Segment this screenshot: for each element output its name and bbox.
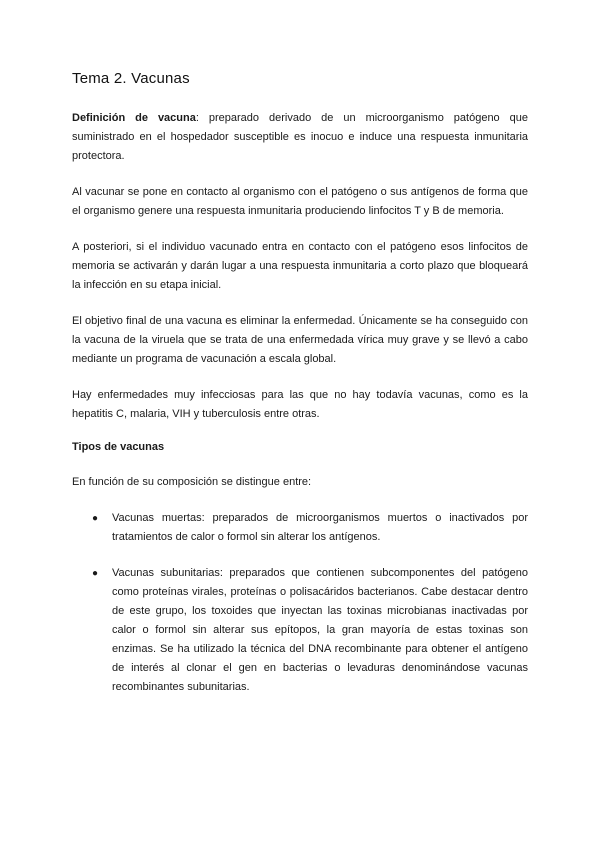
definition-paragraph xyxy=(72,109,528,166)
types-intro: En función de su composición se distingue entre: xyxy=(72,476,312,488)
list-item-dead-vaccines xyxy=(92,509,528,547)
paragraph-vaccination: Al vacunar se pone en contacto al organismo con el patógeno o sus antígenos de forma que el organismo genere una respuesta inmunitaria produciendo linfocitos T y B de memoria. xyxy=(72,186,528,217)
definition-text: : preparado derivado de un microorganismo patógeno que suministrado en el hospedador susceptible es inocuo e induce una respuesta inmunitaria protectora. xyxy=(72,112,528,162)
list-item-text: Vacunas subunitarias: preparados que contienen subcomponentes del patógeno como proteínas virales, proteínas o polisacáridos bacterianos. Cabe destacar dentro de este grupo, los toxoides que inyectan las toxinas microbianas inactivadas por calor o formol sin alterar sus epítopos, la gran mayoría de estas toxinas son enzimas. Se ha utilizado la técnica del DNA recombinante para obtener el antígeno de interés al clonar el gen en bacterias o levaduras denominándose vacunas recombinantes subunitarias. xyxy=(112,567,528,693)
list-item-subunit-vaccines xyxy=(92,564,528,697)
document-title: Tema 2. Vacunas xyxy=(72,70,190,87)
bullet-icon: ● xyxy=(92,513,99,524)
section-heading-types: Tipos de vacunas xyxy=(72,441,165,453)
paragraph-memory-response: A posteriori, si el individuo vacunado entra en contacto con el patógeno esos linfocitos de memoria se activarán y darán lugar a una respuesta inmunitaria a corto plazo que bloqueará la infección en su etapa inicial. xyxy=(72,241,528,291)
paragraph-no-vaccine-diseases: Hay enfermedades muy infecciosas para las que no hay todavía vacunas, como es la hepatitis C, malaria, VIH y tuberculosis entre otras. xyxy=(72,389,528,420)
types-list xyxy=(72,509,528,697)
list-item-text: Vacunas muertas: preparados de microorganismos muertos o inactivados por tratamientos de calor o formol sin alterar los antígenos. xyxy=(112,512,528,543)
paragraph-objective: El objetivo final de una vacuna es eliminar la enfermedad. Únicamente se ha conseguido con la vacuna de la viruela que se trata de una enfermedada vírica muy grave y se llevó a cabo mediante un programa de vacunación a escala global. xyxy=(72,315,528,365)
document-page xyxy=(72,70,528,714)
definition-term: Definición de vacuna xyxy=(72,112,196,124)
bullet-icon: ● xyxy=(92,568,99,579)
